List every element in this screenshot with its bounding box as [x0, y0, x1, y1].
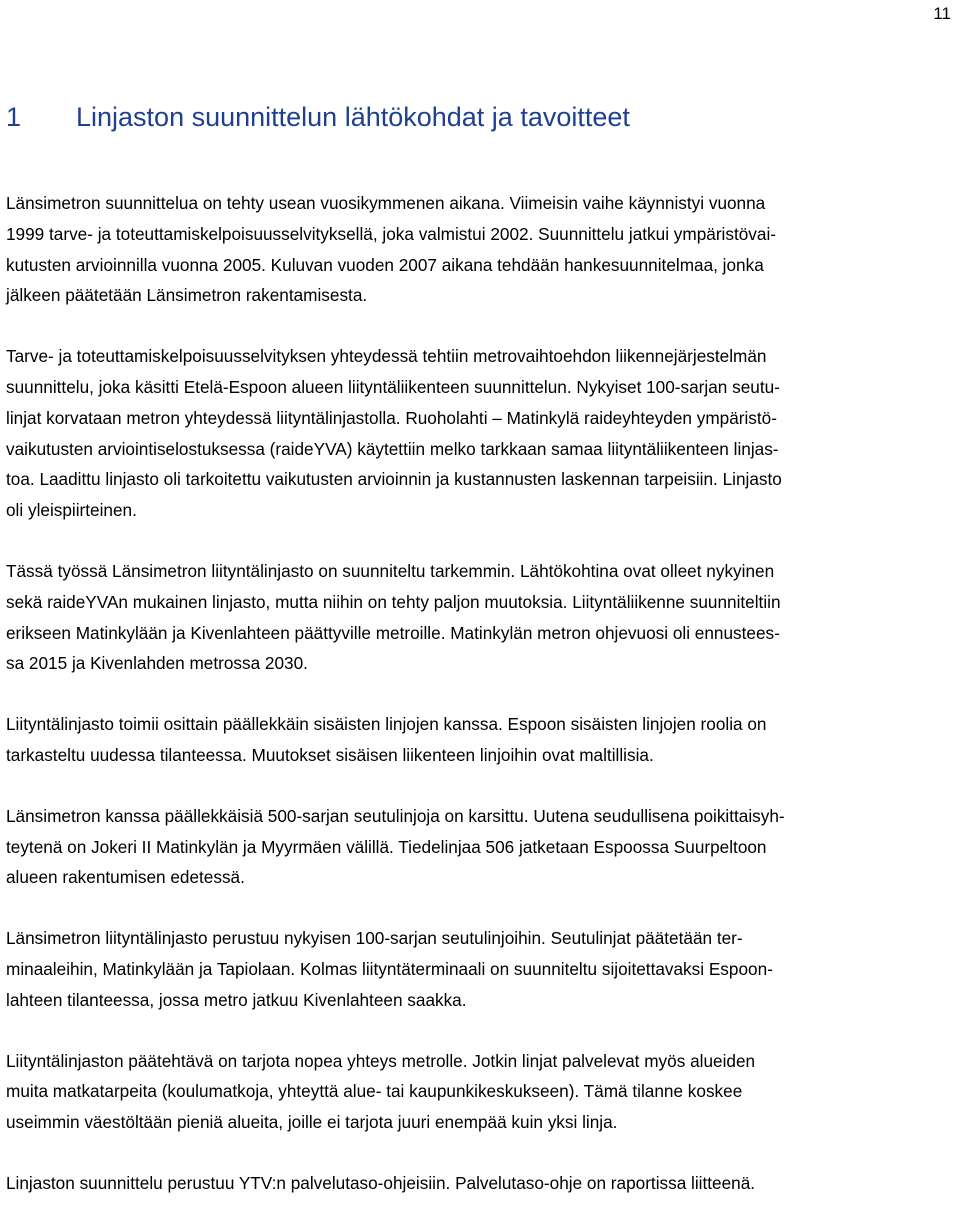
- paragraph: [6, 1046, 956, 1138]
- paragraph: [6, 923, 956, 1015]
- text-line: Liityntälinjaston päätehtävä on tarjota nopea yhteys metrolle. Jotkin linjat palvelevat myös alueiden: [6, 1050, 756, 1071]
- body-text: [6, 188, 956, 1229]
- text-line: tarkasteltu uudessa tilanteessa. Muutokset sisäisen liikenteen linjoihin ovat maltillisia.: [6, 744, 654, 765]
- text-line: alueen rakentumisen edetessä.: [6, 867, 245, 888]
- text-line: toa. Laadittu linjasto oli tarkoitettu vaikutusten arvioinnin ja kustannusten laskennan tarpeisiin. Linjasto: [6, 469, 782, 490]
- paragraph: [6, 556, 956, 679]
- text-line: vaikutusten arviointiselostuksessa (raideYVA) käytettiin melko tarkkaan samaa liityntäliikenteen linjas-: [6, 438, 779, 459]
- text-line: Tässä työssä Länsimetron liityntälinjasto on suunniteltu tarkemmin. Lähtökohtina ovat olleet nykyinen: [6, 560, 775, 581]
- text-line: Länsimetron suunnittelua on tehty usean vuosikymmenen aikana. Viimeisin vaihe käynnistyi vuonna: [6, 193, 766, 213]
- text-line: jälkeen päätetään Länsimetron rakentamisesta.: [6, 285, 368, 306]
- text-line: Tarve- ja toteuttamiskelpoisuusselvityksen yhteydessä tehtiin metrovaihtoehdon liikennejärjestelmän: [6, 346, 767, 367]
- text-line: linjat korvataan metron yhteydessä liityntälinjastolla. Ruoholahti – Matinkylä raideyhteyden ympäristö-: [6, 407, 777, 428]
- text-line: Länsimetron kanssa päällekkäisiä 500-sarjan seutulinjoja on karsittu. Uutena seudullisena poikittaisyh-: [6, 805, 785, 826]
- text-line: lahteen tilanteessa, jossa metro jatkuu Kivenlahteen saakka.: [6, 989, 467, 1010]
- paragraph: [6, 709, 956, 771]
- text-line: teytenä on Jokeri II Matinkylän ja Myyrmäen välillä. Tiedelinjaa 506 jatketaan Espoossa Suurpeltoon: [6, 836, 767, 857]
- text-line: sa 2015 ja Kivenlahden metrossa 2030.: [6, 653, 308, 674]
- paragraph: [6, 188, 956, 311]
- section-number: 1: [6, 102, 22, 132]
- paragraph: [6, 341, 956, 526]
- page-number: 11: [933, 4, 951, 23]
- section-title: Linjaston suunnittelun lähtökohdat ja tavoitteet: [76, 102, 630, 132]
- text-line: Länsimetron liityntälinjasto perustuu nykyisen 100-sarjan seutulinjoihin. Seutulinjat päätetään ter-: [6, 928, 743, 949]
- text-line: minaaleihin, Matinkylään ja Tapiolaan. Kolmas liityntäterminaali on suunniteltu sijoitettavaksi Espoon-: [6, 958, 773, 979]
- text-line: muita matkatarpeita (koulumatkoja, yhteyttä alue- tai kaupunkikeskukseen). Tämä tilanne koskee: [6, 1081, 743, 1102]
- text-line: sekä raideYVAn mukainen linjasto, mutta niihin on tehty paljon muutoksia. Liityntäliikenne suunniteltiin: [6, 591, 781, 612]
- text-line: Liityntälinjasto toimii osittain päällekkäin sisäisten linjojen kanssa. Espoon sisäisten linjojen roolia on: [6, 714, 767, 735]
- text-line: Linjaston suunnittelu perustuu YTV:n palvelutaso-ohjeisiin. Palvelutaso-ohje on raportissa liitteenä.: [6, 1172, 756, 1193]
- text-line: erikseen Matinkylään ja Kivenlahteen päättyville metroille. Matinkylän metron ohjevuosi oli ennustees-: [6, 622, 780, 643]
- text-line: useimmin väestöltään pieniä alueita, joille ei tarjota juuri enempää kuin yksi linja.: [6, 1112, 618, 1133]
- text-line: suunnittelu, joka käsitti Etelä-Espoon alueen liityntäliikenteen suunnittelun. Nykyiset 100-sarjan seutu-: [6, 376, 780, 397]
- section-heading: [6, 101, 630, 133]
- paragraph: [6, 801, 956, 893]
- text-line: 1999 tarve- ja toteuttamiskelpoisuusselvityksellä, joka valmistui 2002. Suunnittelu jatkui ympäristövai-: [6, 223, 776, 244]
- text-line: kutusten arvioinnilla vuonna 2005. Kuluvan vuoden 2007 aikana tehdään hankesuunnitelmaa, jonka: [6, 254, 764, 275]
- text-line: oli yleispiirteinen.: [6, 500, 137, 521]
- paragraph: [6, 1168, 956, 1199]
